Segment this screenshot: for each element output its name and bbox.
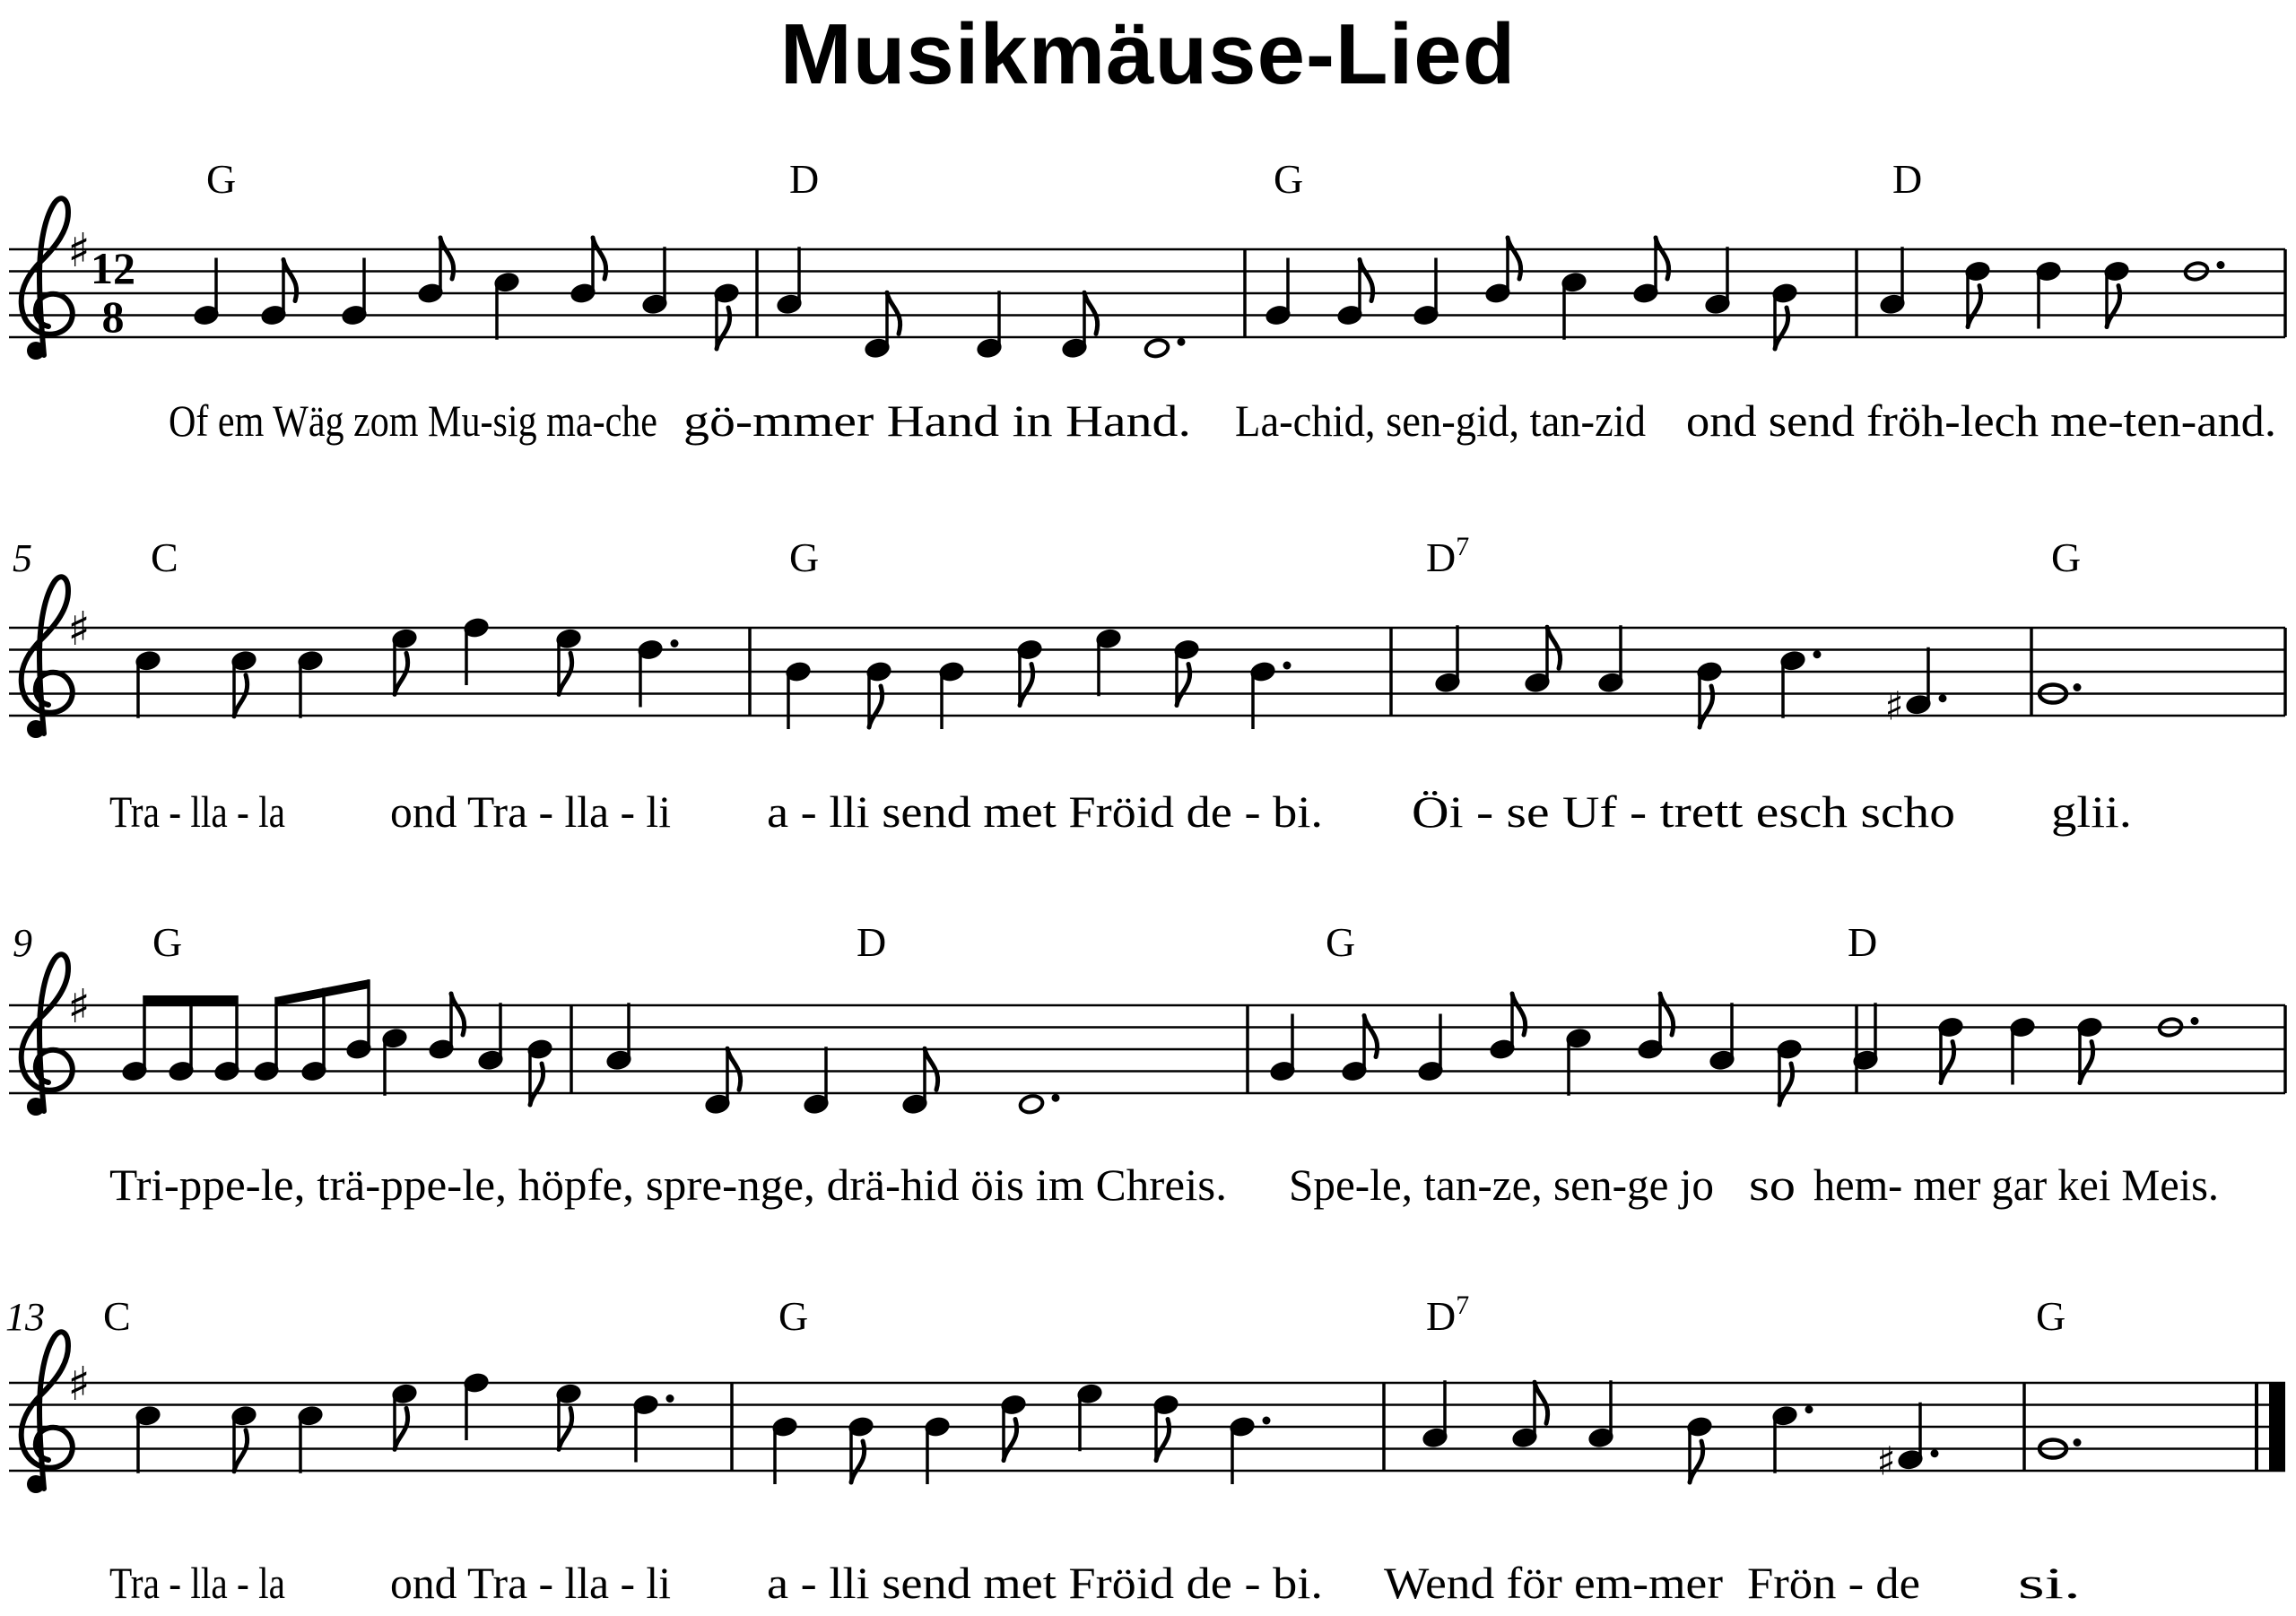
key-signature-sharp-icon: ♯ — [67, 224, 91, 278]
eighth-flag — [440, 238, 454, 279]
lyric-phrase: a - lli send met Fröid de - bi. — [767, 1558, 1323, 1608]
eighth-flag — [1177, 665, 1190, 706]
chord-symbol: D — [1892, 156, 1923, 202]
lyric-phrase: Frön - de — [1747, 1558, 1920, 1608]
augmentation-dot — [2074, 683, 2082, 691]
eighth-flag — [1020, 665, 1033, 706]
augmentation-dot — [666, 1394, 674, 1403]
treble-clef-icon — [22, 1332, 73, 1489]
eighth-flag — [851, 1441, 865, 1482]
eighth-flag — [530, 1064, 544, 1105]
chord-symbol: G — [2036, 1293, 2066, 1339]
augmentation-dot — [1263, 1417, 1271, 1425]
eighth-flag — [1156, 1420, 1170, 1461]
lyric-phrase: Tra - lla - la — [109, 786, 285, 837]
eighth-flag — [395, 653, 408, 694]
lyric-phrase: Of em Wäg zom Mu-sig ma-che — [169, 395, 657, 446]
treble-clef-icon — [27, 342, 45, 360]
eighth-flag — [1779, 1064, 1793, 1105]
chord-symbol: D — [789, 156, 820, 202]
final-barline-thick — [2269, 1382, 2285, 1472]
chord-symbol: G — [789, 534, 820, 580]
augmentation-dot — [1052, 1094, 1060, 1102]
augmentation-dot — [671, 639, 679, 647]
treble-clef-icon — [27, 720, 45, 738]
time-signature-denominator: 8 — [101, 291, 125, 342]
augmentation-dot — [1939, 694, 1947, 702]
augmentation-dot — [2191, 1017, 2199, 1025]
eighth-flag — [1004, 1420, 1017, 1461]
augmentation-dot — [1283, 662, 1292, 670]
chord-symbol: G — [152, 919, 183, 965]
eighth-flag — [1084, 292, 1098, 334]
eighth-flag — [1656, 238, 1669, 279]
lyric-phrase: La-chid, sen-gid, tan-zid — [1235, 395, 1646, 446]
accidental-sharp: ♯ — [1876, 1438, 1896, 1485]
note-head — [1144, 338, 1170, 359]
lyric-phrase: hem- mer gar kei Meis. — [1813, 1160, 2219, 1210]
key-signature-sharp-icon: ♯ — [67, 980, 91, 1034]
treble-clef-icon — [27, 1475, 45, 1493]
time-signature-numerator: 12 — [91, 243, 135, 293]
treble-clef-icon — [22, 577, 73, 734]
treble-clef-icon — [27, 1098, 45, 1116]
song-title: Musikmäuse-Lied — [779, 6, 1517, 102]
eighth-flag — [1512, 994, 1526, 1035]
chord-symbol: G — [1274, 156, 1304, 202]
chord-symbol: C — [103, 1293, 131, 1339]
eighth-flag — [1700, 686, 1713, 727]
measure-number: 9 — [13, 921, 32, 965]
chord-symbol: C — [151, 534, 178, 580]
augmentation-dot — [2074, 1438, 2082, 1447]
beam — [144, 995, 238, 1004]
lyric-phrase: Öi - se Uf - trett esch scho — [1412, 786, 1955, 837]
augmentation-dot — [1805, 1405, 1813, 1413]
augmentation-dot — [2217, 261, 2225, 269]
eighth-flag — [1535, 1382, 1548, 1423]
lyric-phrase: ond send fröh-lech me-ten-and. — [1686, 395, 2276, 446]
lyric-phrase: Tri-ppe-le, trä-ppe-le, höpfe, spre-nge, drä-hid öis im Chreis. — [109, 1160, 1227, 1210]
eighth-flag — [1360, 260, 1373, 301]
eighth-flag — [887, 292, 900, 334]
eighth-flag — [1547, 627, 1561, 668]
lyric-phrase: Wend för em-mer — [1384, 1558, 1724, 1608]
eighth-flag — [1775, 308, 1788, 349]
note-head — [1019, 1094, 1045, 1115]
chord-symbol: $D^7$ — [1426, 1290, 1470, 1339]
eighth-flag — [451, 994, 465, 1035]
treble-clef-icon — [22, 198, 73, 355]
eighth-flag — [925, 1048, 938, 1090]
augmentation-dot — [1813, 650, 1822, 658]
chord-symbol: G — [2051, 534, 2082, 580]
chord-symbol: $D^7$ — [1426, 532, 1470, 580]
key-signature-sharp-icon: ♯ — [67, 603, 91, 656]
lyric-phrase: Spe-le, tan-ze, sen-ge jo — [1289, 1160, 1714, 1210]
eighth-flag — [869, 686, 883, 727]
eighth-flag — [593, 238, 606, 279]
augmentation-dot — [1931, 1449, 1939, 1457]
lyric-phrase: Tra - lla - la — [109, 1558, 285, 1608]
treble-clef-icon — [22, 954, 73, 1111]
measure-number: 13 — [5, 1295, 45, 1339]
eighth-flag — [559, 653, 572, 694]
lyric-phrase: ond Tra - lla - li — [390, 786, 671, 837]
eighth-flag — [1690, 1441, 1703, 1482]
chord-symbol: D — [857, 919, 887, 965]
chord-symbol: G — [206, 156, 237, 202]
chord-symbol: D — [1848, 919, 1878, 965]
eighth-flag — [395, 1408, 408, 1449]
eighth-flag — [1364, 1016, 1378, 1057]
eighth-flag — [559, 1408, 572, 1449]
lyric-phrase: a - lli send met Fröid de - bi. — [767, 786, 1323, 837]
accidental-sharp: ♯ — [1884, 683, 1904, 730]
eighth-flag — [717, 308, 730, 349]
eighth-flag — [1508, 238, 1521, 279]
lyric-phrase: glii. — [2051, 786, 2132, 837]
measure-number: 5 — [13, 536, 32, 580]
eighth-flag — [2107, 286, 2120, 327]
key-signature-sharp-icon: ♯ — [67, 1358, 91, 1412]
lyric-phrase: ond Tra - lla - li — [390, 1558, 671, 1608]
chord-symbol: G — [778, 1293, 809, 1339]
eighth-flag — [234, 675, 248, 717]
lyric-phrase: so — [1749, 1160, 1796, 1210]
eighth-flag — [283, 260, 297, 301]
eighth-flag — [1968, 286, 1981, 327]
eighth-flag — [1941, 1042, 1954, 1083]
eighth-flag — [727, 1048, 741, 1090]
lyric-phrase: gö-mmer Hand in Hand. — [683, 395, 1191, 446]
chord-symbol: G — [1326, 919, 1356, 965]
eighth-flag — [234, 1430, 248, 1472]
augmentation-dot — [1178, 338, 1186, 346]
eighth-flag — [1660, 994, 1674, 1035]
lyric-phrase: si. — [2018, 1558, 2081, 1608]
eighth-flag — [2080, 1042, 2093, 1083]
